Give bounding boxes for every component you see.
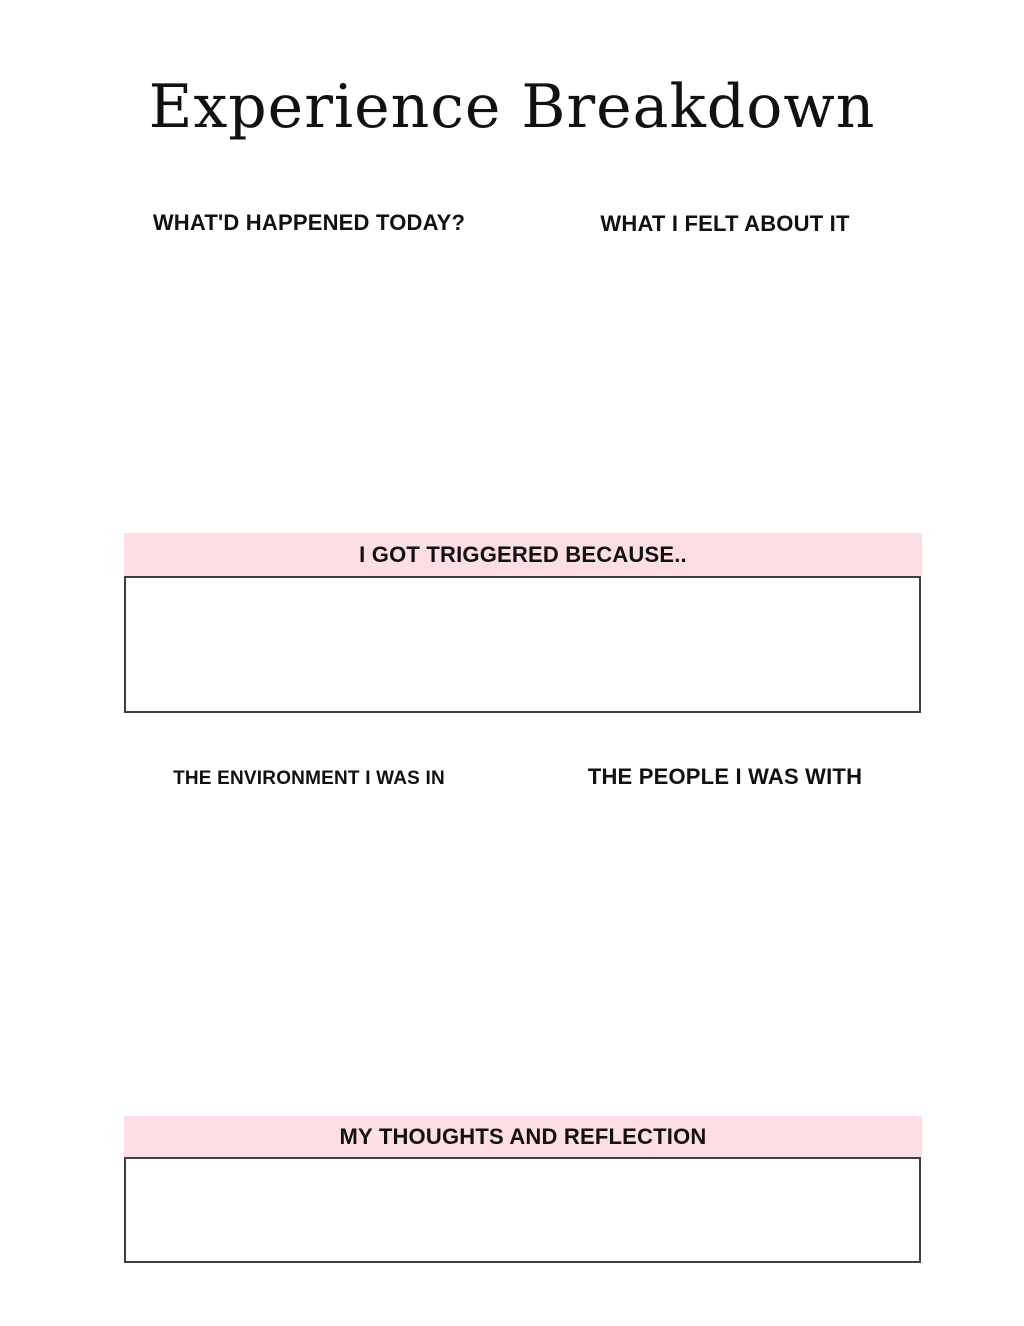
reflection-input-box[interactable] bbox=[124, 1157, 921, 1263]
people-writing-area[interactable] bbox=[540, 802, 910, 1107]
triggered-banner: I GOT TRIGGERED BECAUSE.. bbox=[124, 533, 922, 576]
reflection-banner: MY THOUGHTS AND REFLECTION bbox=[124, 1116, 922, 1157]
triggered-input-box[interactable] bbox=[124, 576, 921, 713]
page-title: Experience Breakdown bbox=[148, 72, 876, 142]
happened-writing-area[interactable] bbox=[124, 248, 494, 523]
happened-header: WHAT'D HAPPENED TODAY? bbox=[152, 210, 466, 235]
people-header: THE PEOPLE I WAS WITH bbox=[587, 764, 863, 789]
felt-writing-area[interactable] bbox=[540, 248, 910, 523]
environment-header: THE ENVIRONMENT I WAS IN bbox=[173, 768, 445, 789]
environment-writing-area[interactable] bbox=[124, 802, 494, 1107]
felt-header: WHAT I FELT ABOUT IT bbox=[600, 211, 850, 236]
